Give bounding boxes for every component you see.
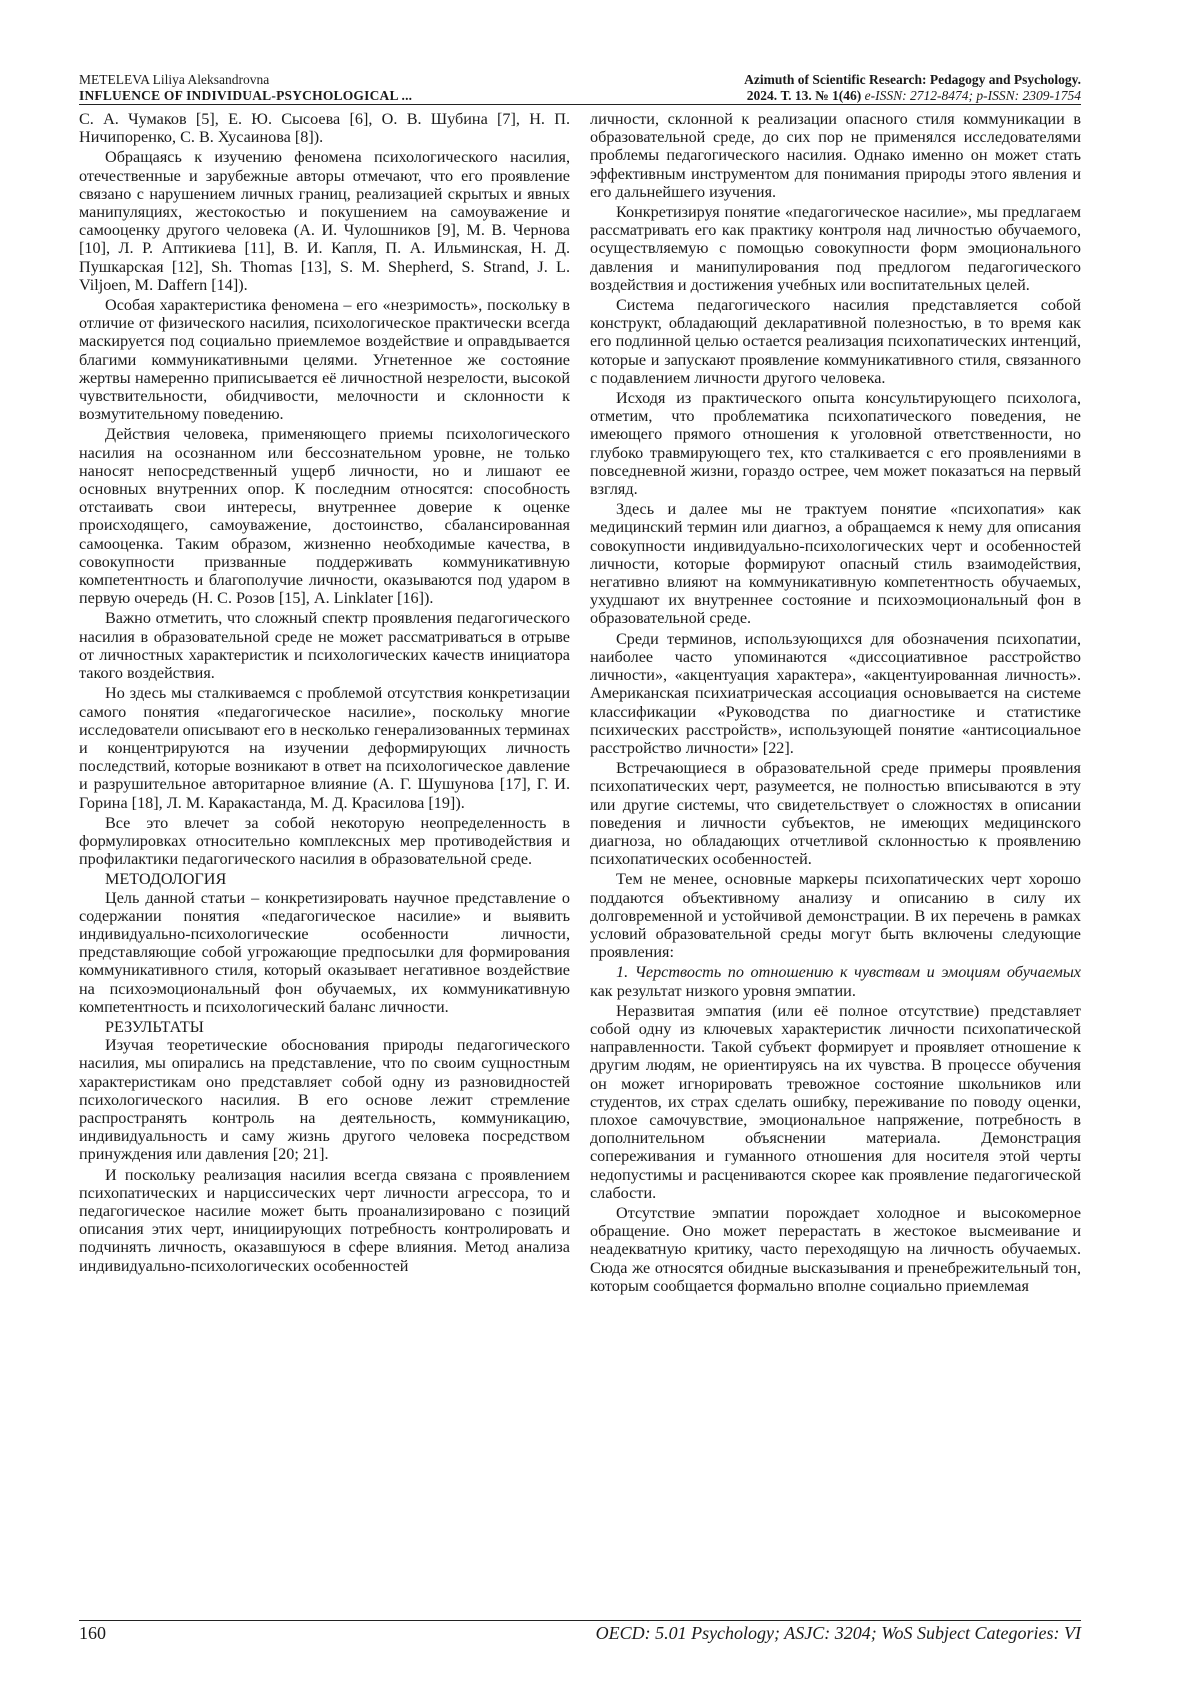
paragraph: личности, склонной к реализации опасного стиля коммуникации в образовательной среде, до сих пор не применялся исследователями проблемы педагогического насилия. Однако именно он может стать эффективным инструментом для понимания природы этого явления и его дальнейшего изучения. (590, 110, 1081, 201)
header-left (79, 72, 599, 104)
header-issn: e-ISSN: 2712-8474; p-ISSN: 2309-1754 (864, 88, 1081, 103)
paragraph: Но здесь мы сталкиваемся с проблемой отсутствия конкретизации самого понятия «педагогическое насилие», поскольку многие исследователи описывают его в несколько генерализованных терминах и концентрируются на изучении деформирующих личность последствий, которые возникают в ответ на психологическое давление и разрушительное авторитарное влияние (А. Г. Шушунова [17], Г. И. Горина [18], Л. М. Каракастанда, М. Д. Красилова [19]). (79, 684, 570, 812)
header-rule (79, 104, 1081, 105)
paragraph: Цель данной статьи – конкретизировать научное представление о содержании понятия «педагогическое насилие» и выявить индивидуально-психологические особенности личности, представляющие собой угрожающие предпосылки для формирования коммуникативного стиля, который оказывает негативное воздействие на психоэмоциональный фон обучаемых, их коммуникативную компетентность и психологический баланс личности. (79, 888, 570, 1016)
footer-rule (79, 1620, 1081, 1621)
paragraph: Обращаясь к изучению феномена психологического насилия, отечественные и зарубежные авторы отмечают, что его проявление связано с нарушением личных границ, реализацией скрытых и явных манипуляциях, жестокостью и покушением на самоуважение и самооценку другого человека (А. И. Чулошников [9], М. В. Чернова [10], Л. Р. Аптикиева [11], В. И. Капля, П. А. Ильминская, Н. Д. Пушкарская [12], Sh. Thomas [13], S. M. Shepherd, S. Strand, J. L. Viljoen, M. Daffern [14]). (79, 148, 570, 294)
left-column (79, 110, 570, 1277)
paragraph: Среди терминов, использующихся для обозначения психопатии, наиболее часто упоминаются «диссоциативное расстройство личности», «акцентуация характера», «акцентуированная личность». Американская психиатрическая ассоциация основывается на системе классификации «Руководства по диагностике и статистике психических расстройств», использующей понятие «антисоциальное расстройство личности» [22]. (590, 629, 1081, 757)
list-item-emphasis: 1. Черствость по отношению к чувствам и эмоциям обучаемых (616, 963, 1081, 982)
section-heading-results: РЕЗУЛЬТАТЫ (105, 1017, 204, 1036)
paragraph: Встречающиеся в образовательной среде примеры проявления психопатических черт, разумеется, не полностью вписываются в эту или другие системы, что свидетельствует о сложностях в описании поведения и личности субъектов, не имеющих медицинского диагноза, но обладающих отчетливой склонностью к проявлению психопатических особенностей. (590, 759, 1081, 869)
header-right (561, 72, 1081, 104)
page-number: 160 (79, 1623, 106, 1643)
paragraph: С. А. Чумаков [5], Е. Ю. Сысоева [6], О. В. Шубина [7], Н. П. Ничипоренко, С. В. Хусаинова [8]). (79, 110, 570, 147)
section-heading-methodology: МЕТОДОЛОГИЯ (105, 870, 227, 889)
header-article-title: INFLUENCE OF INDIVIDUAL-PSYCHOLOGICAL ... (79, 88, 413, 103)
paragraph: Система педагогического насилия представляется собой конструкт, обладающий декларативной полезностью, в то время как его подлинной целью остается реализация психопатических интенций, которые и запускают проявление коммуникативного стиля, связанного с подавлением личности другого человека. (590, 296, 1081, 387)
paragraph: Неразвитая эмпатия (или её полное отсутствие) представляет собой одну из ключевых характеристик личности психопатической направленности. Такой субъект формирует и проявляет отношение к другим людям, не ориентируясь на их чувства. В процессе обучения он может игнорировать тревожное состояние школьников или студентов, их страх сделать ошибку, переживание по поводу оценки, плохое самочувствие, эмоциональное напряжение, потребность в дополнительном объяснении материала. Демонстрация сопереживания и гуманного отношения для носителя этой черты недопустимы и расцениваются скорее как проявление педагогической слабости. (590, 1001, 1081, 1202)
header-issue: 2024. Т. 13. № 1(46) (746, 88, 862, 103)
list-item-text: как результат низкого уровня эмпатии. (590, 981, 856, 1000)
paragraph: И поскольку реализация насилия всегда связана с проявлением психопатических и нарциссических черт личности агрессора, то и педагогическое насилие может быть проанализировано с позиций описания этих черт, инициирующих потребность контролировать и подчинять личность, оказавшуюся в сфере влияния. Метод анализа индивидуально-психологических особенностей (79, 1165, 570, 1275)
subject-classification: OECD: 5.01 Psychology; ASJC: 3204; WoS Subject Categories: VI (595, 1623, 1081, 1643)
running-header (79, 72, 1081, 106)
header-journal: Azimuth of Scientific Research: Pedagogy and Psychology. (744, 72, 1081, 87)
paragraph: Действия человека, применяющего приемы психологического насилия на осознанном или бессознательном уровне, не только наносят непосредственный ущерб личности, но и лишают ее основных внутренних опор. К последним относятся: способность отстаивать свои интересы, внутреннее доверие к оценке происходящего, самоуважение, достоинство, сбалансированная самооценка. Таким образом, жизненно необходимые качества, в совокупности призванные поддерживать коммуникативную компетентность и благополучие личности, оказываются под ударом в первую очередь (Н. С. Розов [15], A. Linklater [16]). (79, 425, 570, 608)
paragraph: Изучая теоретические обоснования природы педагогического насилия, мы опирались на представление, что по своим сущностным характеристикам оно представляет собой одну из разновидностей психологического насилия. В его основе лежит стремление распространять контроль на деятельность, коммуникацию, индивидуальность и саму жизнь другого человека посредством принуждения или давления [20; 21]. (79, 1036, 570, 1164)
paragraph: Тем не менее, основные маркеры психопатических черт хорошо поддаются объективному анализу и описанию в силу их долговременной и устойчивой демонстрации. В их перечень в рамках условий образовательной среды могут быть включены следующие проявления: (590, 870, 1081, 962)
running-footer (79, 1623, 1081, 1647)
paragraph: Конкретизируя понятие «педагогическое насилие», мы предлагаем рассматривать его как практику контроля над личностью обучаемого, осуществляемую с помощью совокупности форм эмоционального давления и манипулирования под предлогом педагогического воздействия и достижения учебных или воспитательных целей. (590, 203, 1081, 294)
paragraph: Здесь и далее мы не трактуем понятие «психопатия» как медицинский термин или диагноз, а обращаемся к нему для описания совокупности индивидуально-психологических черт и особенностей личности, которые формируют опасный стиль взаимодействия, негативно влияют на коммуникативную компетентность обучаемых, ухудшают их внутреннее состояние и психоэмоциональный фон в образовательной среде. (590, 500, 1081, 628)
paragraph: Отсутствие эмпатии порождает холодное и высокомерное обращение. Оно может перерастать в жестокое высмеивание и неадекватную критику, часто переходящую на личность обучаемых. Сюда же относятся обидные высказывания и пренебрежительный тон, которым сообщается формально вполне социально приемлемая (590, 1203, 1081, 1295)
list-item-paragraph (590, 963, 1081, 999)
paragraph: Особая характеристика феномена – его «незримость», поскольку в отличие от физического насилия, психологическое практически всегда маскируется под социально приемлемое воздействие и оправдывается благими коммуникативными целями. Угнетенное же состояние жертвы намеренно приписывается её личностной незрелости, высокой чувствительности, обидчивости, мелочности и склонности к возмутительному поведению. (79, 296, 570, 424)
paragraph: Важно отметить, что сложный спектр проявления педагогического насилия в образовательной среде не может рассматриваться в отрыве от личностных характеристик и психологических качеств инициатора такого воздействия. (79, 609, 570, 683)
paragraph: Исходя из практического опыта консультирующего психолога, отметим, что проблематика психопатического поведения, не имеющего прямого отношения к уголовной ответственности, но глубоко травмирующего тех, кто сталкивается с его проявлениями в повседневной жизни, гораздо острее, чем может показаться на первый взгляд. (590, 389, 1081, 499)
right-column (590, 110, 1081, 1297)
header-author: METELEVA Liliya Aleksandrovna (79, 72, 270, 87)
paragraph: Все это влечет за собой некоторую неопределенность в формулировках относительно комплексных мер противодействия и профилактики педагогического насилия в образовательной среде. (79, 813, 570, 869)
